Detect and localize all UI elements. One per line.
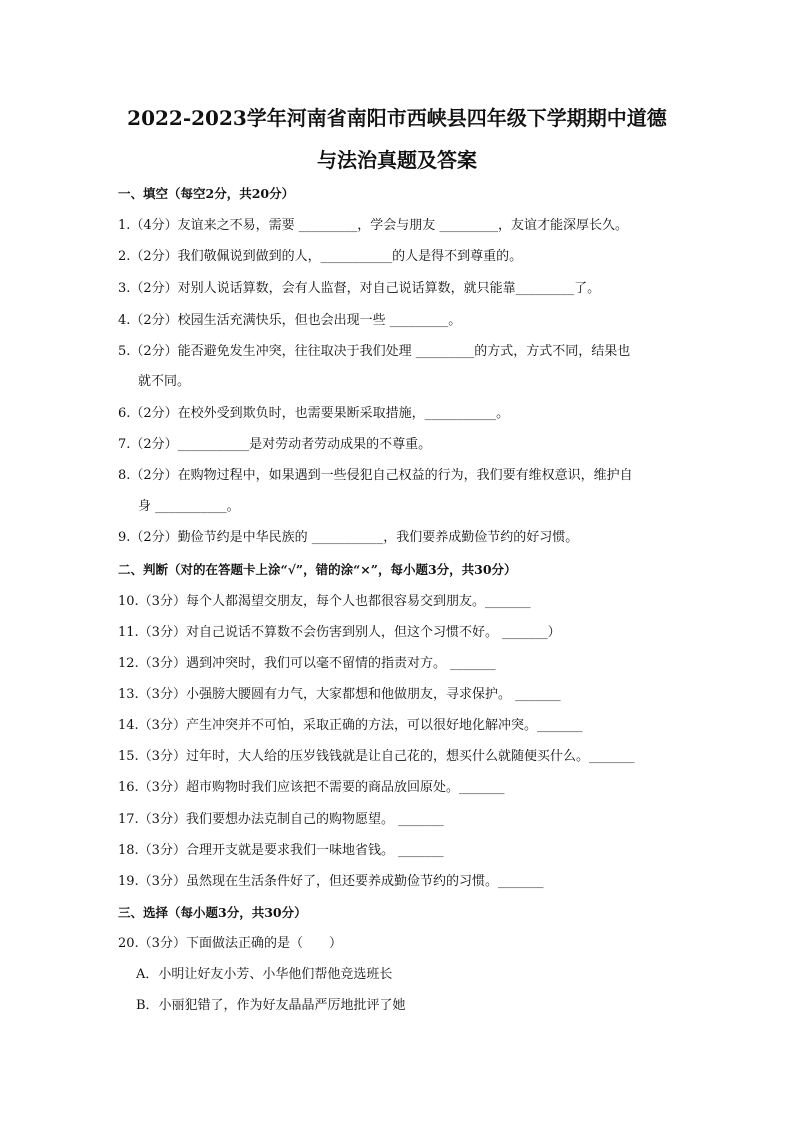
question-9: 9.（2分）勤俭节约是中华民族的 ___________，我们要养成勤俭节约的好习惯。	[118, 530, 579, 545]
question-16: 16.（3分）超市购物时我们应该把不需要的商品放回原处。_______	[118, 780, 505, 795]
question-20-option-a: A．小明让好友小芳、小华他们帮他竞选班长	[136, 967, 393, 982]
section-heading-multiple-choice: 三、选择（每小题3分，共30分）	[118, 905, 307, 920]
question-3: 3.（2分）对别人说话算数，会有人监督，对自己说话算数，就只能靠_________了。	[118, 281, 601, 296]
question-1: 1.（4分）友谊来之不易，需要 _________，学会与朋友 _________，友谊才能深厚长久。	[118, 218, 628, 233]
question-5-line-2: 就不同。	[138, 374, 191, 389]
question-5-line-1: 5.（2分）能否避免发生冲突，往往取决于我们处理 _________的方式，方式不同，结果也	[118, 344, 631, 359]
section-heading-true-false: 二、判断（对的在答题卡上涂“√”，错的涂“×”，每小题3分，共30分）	[118, 562, 517, 577]
section-heading-fill-blank: 一、填空（每空2分，共20分）	[118, 186, 295, 201]
question-13: 13.（3分）小强膀大腰圆有力气，大家都想和他做朋友，寻求保护。 _______	[118, 687, 561, 702]
question-19: 19.（3分）虽然现在生活条件好了，但还要养成勤俭节约的习惯。_______	[118, 874, 544, 889]
question-18: 18.（3分）合理开支就是要求我们一味地省钱。 _______	[118, 843, 444, 858]
question-8-line-1: 8.（2分）在购物过程中，如果遇到一些侵犯自己权益的行为，我们要有维权意识，维护自	[118, 468, 633, 483]
question-7: 7.（2分）___________是对劳动者劳动成果的不尊重。	[118, 437, 432, 452]
question-20: 20.（3分）下面做法正确的是（ ）	[118, 936, 342, 951]
question-17: 17.（3分）我们要想办法克制自己的购物愿望。 _______	[118, 812, 444, 827]
question-14: 14.（3分）产生冲突并不可怕，采取正确的方法，可以很好地化解冲突。_______	[118, 718, 583, 733]
question-20-option-b: B．小丽犯错了，作为好友晶晶严厉地批评了她	[136, 998, 406, 1013]
question-10: 10.（3分）每个人都渴望交朋友，每个人也都很容易交到朋友。_______	[118, 594, 531, 609]
question-4: 4.（2分）校园生活充满快乐，但也会出现一些 _________。	[118, 313, 462, 328]
document-title-line-1: 2022-2023学年河南省南阳市西峡县四年级下学期期中道德	[127, 106, 667, 130]
document-title-line-2: 与法治真题及答案	[317, 148, 477, 172]
question-8-line-2: 身 ___________。	[138, 499, 240, 514]
question-12: 12.（3分）遇到冲突时，我们可以毫不留情的指责对方。 _______	[118, 656, 496, 671]
question-6: 6.（2分）在校外受到欺负时，也需要果断采取措施，___________。	[118, 406, 510, 421]
question-2: 2.（2分）我们敬佩说到做到的人，___________的人是得不到尊重的。	[118, 249, 523, 264]
question-11: 11.（3分）对自己说话不算数不会伤害到别人，但这个习惯不好。 _______）	[118, 625, 561, 640]
question-15: 15.（3分）过年时，大人给的压岁钱钱就是让自己花的，想买什么就随便买什么。_______	[118, 749, 635, 764]
